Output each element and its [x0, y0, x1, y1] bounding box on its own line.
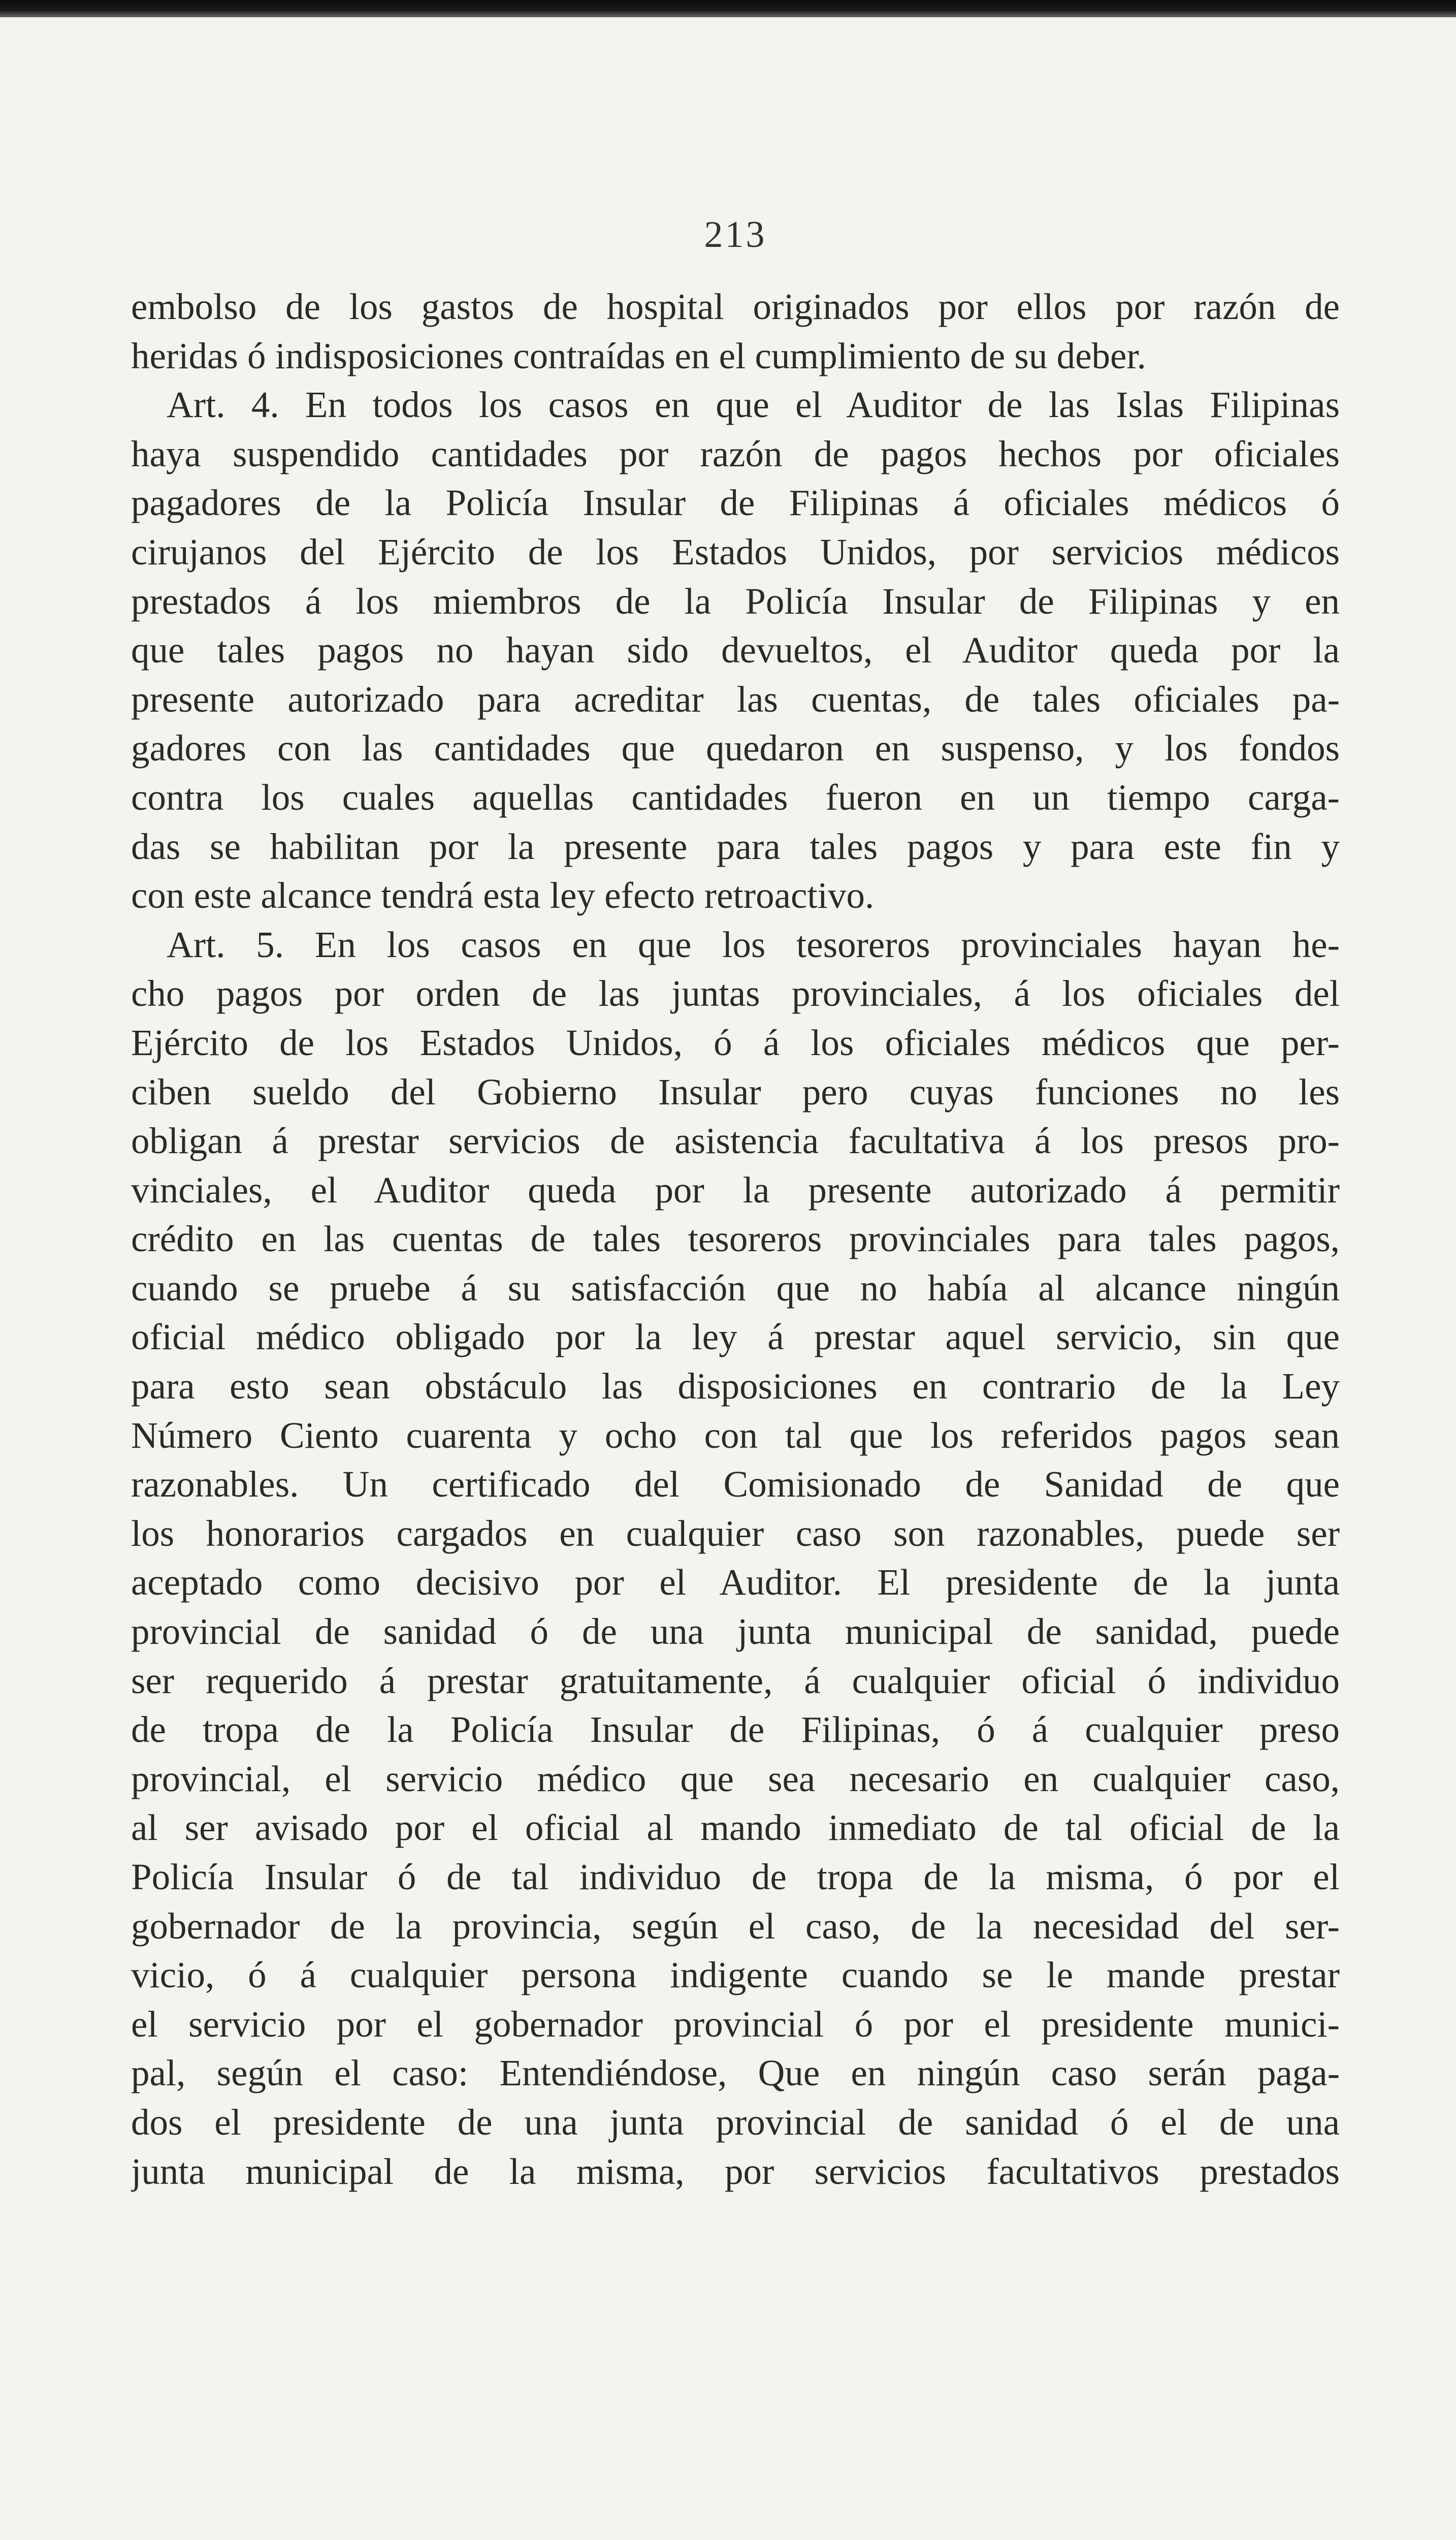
- text-line: cirujanos del Ejército de los Estados Unidos, por servicios médicos: [131, 531, 1340, 573]
- text-line: dos el presidente de una junta provincial de sanidad ó el de una: [131, 2101, 1340, 2143]
- text-line: crédito en las cuentas de tales tesoreros provinciales para tales pagos,: [131, 1218, 1340, 1260]
- body-text: [131, 282, 1340, 2196]
- text-line: que tales pagos no hayan sido devueltos, el Auditor queda por la: [131, 629, 1340, 671]
- text-line: vicio, ó á cualquier persona indigente cuando se le mande prestar: [131, 1954, 1340, 1996]
- text-line: gadores con las cantidades que quedaron en suspenso, y los fondos: [131, 727, 1340, 769]
- text-line: para esto sean obstáculo las disposiciones en contrario de la Ley: [131, 1366, 1340, 1407]
- text-line: presente autorizado para acreditar las cuentas, de tales oficiales pa-: [131, 678, 1340, 720]
- text-line: ciben sueldo del Gobierno Insular pero cuyas funciones no les: [131, 1071, 1340, 1113]
- text-line: ser requerido á prestar gratuitamente, á cualquier oficial ó individuo: [131, 1660, 1340, 1701]
- text-line: Número Ciento cuarenta y ocho con tal que los referidos pagos sean: [131, 1414, 1340, 1456]
- text-line: aceptado como decisivo por el Auditor. El presidente de la junta: [131, 1562, 1340, 1603]
- document-page: [131, 0, 1340, 2540]
- text-line: el servicio por el gobernador provincial ó por el presidente munici-: [131, 2003, 1340, 2045]
- text-line: los honorarios cargados en cualquier caso son razonables, puede ser: [131, 1512, 1340, 1554]
- text-line: contra los cuales aquellas cantidades fueron en un tiempo carga-: [131, 776, 1340, 818]
- text-line: cuando se pruebe á su satisfacción que no había al alcance ningún: [131, 1267, 1340, 1309]
- text-line: gobernador de la provincia, según el caso, de la necesidad del ser-: [131, 1905, 1340, 1947]
- text-line: vinciales, el Auditor queda por la presente autorizado á permitir: [131, 1169, 1340, 1211]
- text-line: cho pagos por orden de las juntas provinciales, á los oficiales del: [131, 973, 1340, 1014]
- text-line: embolso de los gastos de hospital originados por ellos por razón de: [131, 286, 1340, 327]
- text-line: provincial de sanidad ó de una junta municipal de sanidad, puede: [131, 1611, 1340, 1653]
- text-line: provincial, el servicio médico que sea necesario en cualquier caso,: [131, 1758, 1340, 1799]
- text-line: al ser avisado por el oficial al mando inmediato de tal oficial de la: [131, 1807, 1340, 1849]
- text-line: oficial médico obligado por la ley á prestar aquel servicio, sin que: [131, 1316, 1340, 1358]
- text-line: con este alcance tendrá esta ley efecto retroactivo.: [131, 875, 875, 916]
- text-line: heridas ó indisposiciones contraídas en el cumplimiento de su deber.: [131, 335, 1146, 376]
- text-line: junta municipal de la misma, por servicios facultativos prestados: [131, 2150, 1340, 2192]
- text-line: Policía Insular ó de tal individuo de tropa de la misma, ó por el: [131, 1856, 1340, 1897]
- text-line: pagadores de la Policía Insular de Filipinas á oficiales médicos ó: [131, 482, 1340, 524]
- text-line: Ejército de los Estados Unidos, ó á los oficiales médicos que per-: [131, 1022, 1340, 1063]
- page-number: 213: [704, 214, 767, 256]
- text-line: haya suspendido cantidades por razón de pagos hechos por oficiales: [131, 433, 1340, 474]
- text-line: razonables. Un certificado del Comisionado de Sanidad de que: [131, 1464, 1340, 1505]
- text-line: das se habilitan por la presente para tales pagos y para este fin y: [131, 826, 1340, 867]
- article-5-first-line: Art. 5. En los casos en que los tesoreros provinciales hayan he-: [167, 924, 1340, 965]
- text-line: pal, según el caso: Entendiéndose, Que en ningún caso serán paga-: [131, 2052, 1340, 2094]
- text-line: prestados á los miembros de la Policía Insular de Filipinas y en: [131, 580, 1340, 622]
- text-line: obligan á prestar servicios de asistencia facultativa á los presos pro-: [131, 1120, 1340, 1162]
- article-4-first-line: Art. 4. En todos los casos en que el Auditor de las Islas Filipinas: [167, 384, 1340, 426]
- text-line: de tropa de la Policía Insular de Filipinas, ó á cualquier preso: [131, 1709, 1340, 1751]
